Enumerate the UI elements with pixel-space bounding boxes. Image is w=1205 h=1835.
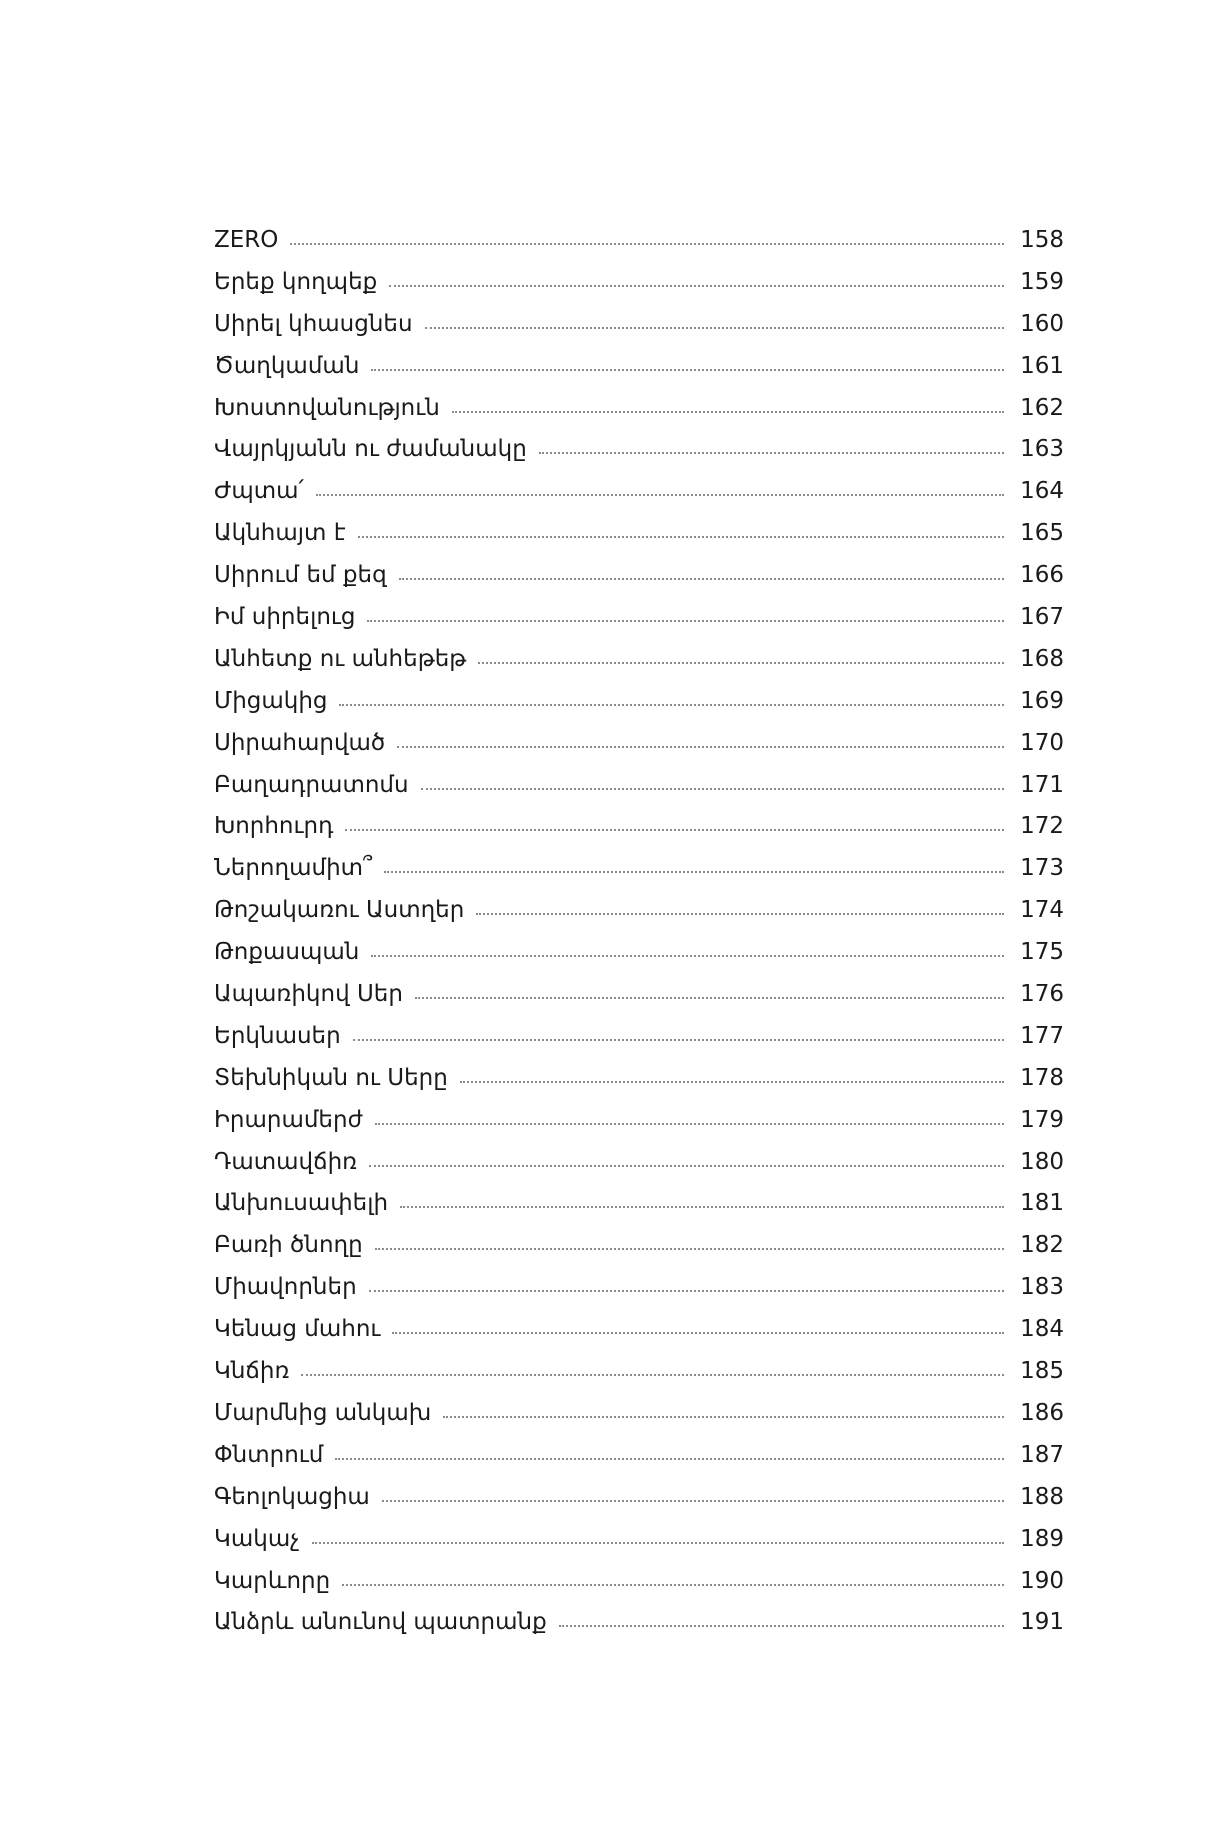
toc-entry-title: Բառի ծնողը <box>214 1232 363 1259</box>
toc-entry-page: 158 <box>1020 227 1064 253</box>
dot-leader <box>384 869 1004 873</box>
dot-leader <box>375 1246 1004 1250</box>
toc-entry <box>214 1435 1064 1477</box>
toc-entry <box>214 346 1064 388</box>
toc-entry-page: 160 <box>1020 310 1064 337</box>
toc-entry <box>214 1561 1064 1603</box>
toc-entry-title: Իմ սիրելուց <box>214 604 356 631</box>
toc-entry <box>214 388 1064 430</box>
toc-entry-title: Երեք կողպեք <box>214 268 378 295</box>
toc-entry <box>214 597 1064 639</box>
dot-leader <box>559 1623 1004 1627</box>
toc-entry <box>214 932 1064 974</box>
dot-leader <box>400 1204 1004 1208</box>
toc-entry-title: Փնտրում <box>214 1441 324 1468</box>
toc-entry-page: 187 <box>1020 1441 1064 1468</box>
toc-entry-title: Ծաղկաման <box>214 352 360 379</box>
toc-entry-page: 173 <box>1020 855 1064 882</box>
toc-entry-page: 170 <box>1020 729 1064 756</box>
toc-entry-title: Իրարամերժ <box>214 1106 363 1133</box>
toc-entry-title: Խորհուրդ <box>214 813 334 840</box>
dot-leader <box>358 534 1004 538</box>
dot-leader <box>353 1037 1004 1041</box>
toc-entry-page: 169 <box>1020 687 1064 714</box>
toc-entry <box>214 262 1064 304</box>
dot-leader <box>316 492 1004 496</box>
toc-entry-title: Երկնասեր <box>214 1022 341 1049</box>
dot-leader <box>369 1288 1004 1292</box>
toc-entry <box>214 220 1064 262</box>
toc-entry-page: 165 <box>1020 520 1064 547</box>
toc-entry <box>214 723 1064 765</box>
toc-entry-page: 185 <box>1020 1358 1064 1385</box>
toc-entry-page: 183 <box>1020 1274 1064 1301</box>
toc-entry-page: 188 <box>1020 1483 1064 1510</box>
toc-entry <box>214 1100 1064 1142</box>
dot-leader <box>290 241 1004 245</box>
toc-entry-title: Թոքասպան <box>214 939 360 966</box>
toc-entry-page: 159 <box>1020 268 1064 295</box>
toc-entry-title: Ակնհայտ է <box>214 520 346 547</box>
dot-leader <box>397 744 1004 748</box>
toc-entry <box>214 1225 1064 1267</box>
toc-entry-page: 181 <box>1020 1190 1064 1217</box>
dot-leader <box>399 576 1004 580</box>
toc-entry-title: Կակաչ <box>214 1525 300 1552</box>
toc-entry-page: 191 <box>1020 1609 1064 1636</box>
toc-entry-title: Բաղադրատոմս <box>214 771 409 798</box>
dot-leader <box>460 1079 1004 1083</box>
toc-entry-title: Վայրկյանն ու ժամանակը <box>214 436 527 463</box>
toc-entry-page: 182 <box>1020 1232 1064 1259</box>
toc-entry-page: 186 <box>1020 1399 1064 1426</box>
toc-entry <box>214 1309 1064 1351</box>
toc-entry <box>214 806 1064 848</box>
toc-entry-page: 172 <box>1020 813 1064 840</box>
toc-entry <box>214 639 1064 681</box>
toc-entry-title: Ներողամիտ՞ <box>214 855 373 882</box>
toc-entry-page: 190 <box>1020 1567 1064 1594</box>
toc-entry <box>214 1602 1064 1644</box>
dot-leader <box>345 827 1004 831</box>
toc-entry <box>214 304 1064 346</box>
toc-entry-title: Անխուսափելի <box>214 1190 389 1217</box>
toc-entry-page: 168 <box>1020 645 1064 672</box>
toc-entry-title: Կնճիռ <box>214 1358 290 1385</box>
table-of-contents <box>214 220 1064 1644</box>
toc-entry-page: 176 <box>1020 981 1064 1008</box>
toc-entry <box>214 429 1064 471</box>
toc-entry <box>214 471 1064 513</box>
toc-entry <box>214 848 1064 890</box>
toc-entry-title: Ժպտա՛ <box>214 478 304 505</box>
toc-entry-title: Միավորներ <box>214 1274 357 1301</box>
toc-entry-page: 174 <box>1020 897 1064 924</box>
toc-entry <box>214 555 1064 597</box>
dot-leader <box>392 1330 1004 1334</box>
dot-leader <box>452 409 1004 413</box>
dot-leader <box>478 660 1004 664</box>
toc-entry-title: Սիրահարված <box>214 729 386 756</box>
dot-leader <box>369 1163 1004 1167</box>
dot-leader <box>367 618 1004 622</box>
toc-entry <box>214 765 1064 807</box>
toc-entry-title: Սիրում եմ քեզ <box>214 562 387 589</box>
dot-leader <box>382 1498 1004 1502</box>
toc-entry-page: 184 <box>1020 1316 1064 1343</box>
toc-entry <box>214 1351 1064 1393</box>
toc-entry-page: 179 <box>1020 1106 1064 1133</box>
toc-entry <box>214 1058 1064 1100</box>
dot-leader <box>539 450 1004 454</box>
toc-entry-title: Մարմնից անկախ <box>214 1399 432 1426</box>
toc-entry-page: 180 <box>1020 1148 1064 1175</box>
toc-entry-title: Թոշակառու Աստղեր <box>214 897 465 924</box>
toc-entry-page: 166 <box>1020 562 1064 589</box>
toc-entry <box>214 681 1064 723</box>
dot-leader <box>421 786 1004 790</box>
toc-entry <box>214 1142 1064 1184</box>
toc-entry-page: 162 <box>1020 394 1064 421</box>
dot-leader <box>339 702 1004 706</box>
toc-entry-page: 167 <box>1020 604 1064 631</box>
toc-entry-page: 189 <box>1020 1525 1064 1552</box>
toc-entry-page: 177 <box>1020 1022 1064 1049</box>
toc-entry <box>214 1393 1064 1435</box>
toc-entry <box>214 1477 1064 1519</box>
toc-entry-title: Միցակից <box>214 687 328 714</box>
dot-leader <box>415 995 1004 999</box>
toc-entry-page: 171 <box>1020 771 1064 798</box>
dot-leader <box>335 1456 1004 1460</box>
toc-entry <box>214 513 1064 555</box>
toc-entry <box>214 890 1064 932</box>
toc-entry-page: 175 <box>1020 939 1064 966</box>
toc-entry-title: Դատավճիռ <box>214 1148 358 1175</box>
toc-entry-page: 161 <box>1020 352 1064 379</box>
dot-leader <box>375 1121 1004 1125</box>
dot-leader <box>371 953 1004 957</box>
toc-entry-page: 164 <box>1020 478 1064 505</box>
toc-entry-title: Կենաց մահու <box>214 1316 381 1343</box>
toc-entry-page: 178 <box>1020 1064 1064 1091</box>
dot-leader <box>371 367 1004 371</box>
toc-entry-title: Գեոլոկացիա <box>214 1483 370 1510</box>
toc-entry-title: Ապառիկով Սեր <box>214 981 403 1008</box>
dot-leader <box>301 1372 1004 1376</box>
toc-entry <box>214 1519 1064 1561</box>
toc-entry <box>214 1183 1064 1225</box>
toc-entry-title: Տեխնիկան ու Սերը <box>214 1064 448 1091</box>
toc-entry-title: Անձրև անունով պատրանք <box>214 1609 547 1636</box>
dot-leader <box>342 1582 1004 1586</box>
toc-entry-title: Սիրել կհասցնես <box>214 310 413 337</box>
toc-entry <box>214 1267 1064 1309</box>
dot-leader <box>476 911 1004 915</box>
dot-leader <box>312 1540 1004 1544</box>
toc-entry-title: Կարևորը <box>214 1567 331 1594</box>
dot-leader <box>443 1414 1004 1418</box>
toc-entry-title: Անհետք ու անհեթեթ <box>214 645 467 672</box>
toc-entry-page: 163 <box>1020 436 1064 463</box>
dot-leader <box>425 325 1004 329</box>
toc-entry <box>214 1016 1064 1058</box>
toc-entry <box>214 974 1064 1016</box>
toc-entry-title: ZERO <box>214 227 279 253</box>
dot-leader <box>389 283 1004 287</box>
toc-entry-title: Խոստովանություն <box>214 394 440 421</box>
